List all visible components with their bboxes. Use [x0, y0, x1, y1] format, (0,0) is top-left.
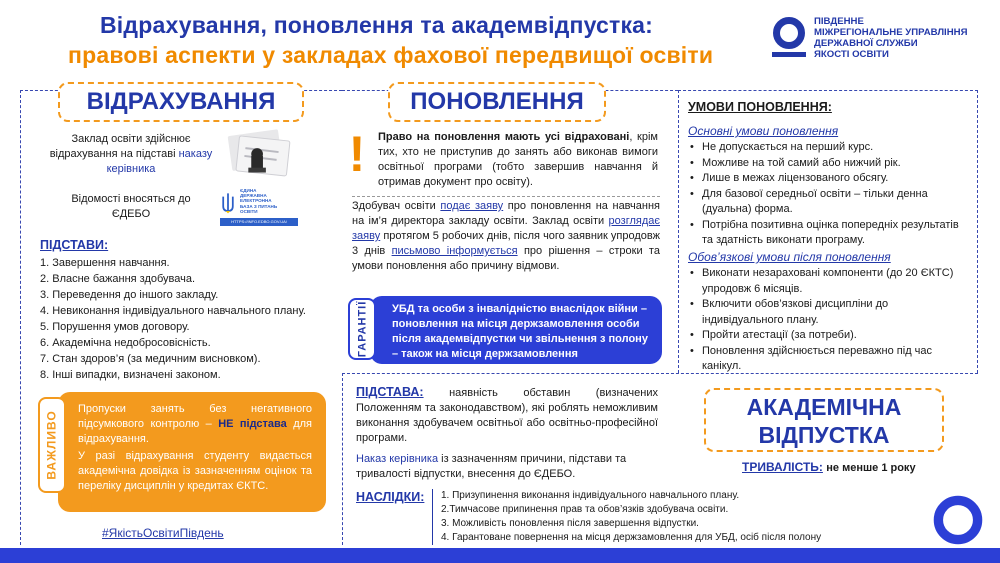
renewal-procedure: Здобувач освіти подає заяву про поновлення на навчання на ім’я директора закладу освіти. Заклад освіти розглядає заяву протягом 5 робочих днів, після чого заявник упродовж 3 днів письмово інформується про рішення – строки та умови поновлення або причину відмови.	[352, 196, 660, 274]
list-item: 5. Порушення умов договору.	[40, 321, 190, 333]
trident-icon	[220, 190, 236, 216]
header	[0, 0, 1000, 80]
list-item: 1. Призупинення виконання індивідуального навчального плану.	[441, 490, 740, 501]
list-item: • Для базової середньої освіти – тільки денна (дуальна) форма.	[690, 187, 972, 218]
consequences-label: НАСЛІДКИ:	[356, 490, 425, 504]
important-box	[58, 392, 326, 512]
list-item: • Включити обов’язкові дисципліни до індивідуального плану.	[690, 297, 972, 328]
list-item: • Лише в межах ліцензованого обсягу.	[690, 171, 972, 187]
edebo-url[interactable]: HTTPS://INFO.EDBO.GOV.UA/	[220, 218, 298, 226]
expulsion-title: ВІДРАХУВАННЯ	[58, 82, 304, 122]
list-item: 4. Гарантоване повернення на місця держзамовлення для УБД, осіб після полону	[441, 532, 822, 543]
expulsion-intro: Заклад освіти здійснює відрахування на підставі наказу керівника	[49, 133, 213, 175]
leave-basis: ПІДСТАВА: наявність обставин (визначених Положенням та законодавством), які роблять неможливим виконання здобувачем освітньої або освітньо-професійної програми.	[356, 385, 658, 444]
list-item: 7. Стан здоров’я (за медичним висновком).	[40, 353, 261, 365]
org-logo-bar	[772, 52, 806, 57]
list-item: 1. Завершення навчання.	[40, 257, 170, 269]
list-item: 3. Можливість поновлення після завершення відпустки.	[441, 518, 699, 529]
grounds-title: ПІДСТАВИ:	[40, 238, 109, 252]
main-conditions-title: Основні умови поновлення	[688, 124, 839, 138]
after-conditions-title: Обов’язкові умови після поновлення	[688, 250, 891, 264]
list-item: 8. Інші випадки, визначені законом.	[40, 369, 221, 381]
page-title: Відрахування, поновлення та академвідпустка:	[100, 12, 654, 38]
grounds-list	[40, 255, 306, 383]
guarantees-tab: ГАРАНТІЇ	[348, 298, 376, 360]
list-item: 4. Невиконання індивідуального навчального плану.	[40, 305, 306, 317]
list-item: 2.Тимчасове припинення прав та обов’язків здобувача освіти.	[441, 504, 729, 515]
exclamation-icon: !	[348, 126, 366, 182]
list-item: 2. Власне бажання здобувача.	[40, 273, 196, 285]
hashtag[interactable]: #ЯкістьОсвітиПівдень	[102, 526, 224, 540]
list-item: • Не допускається на перший курс.	[690, 140, 972, 156]
decorative-ring-icon	[930, 492, 986, 548]
guarantees-box: УБД та особи з інвалідністю внаслідок війни – поновлення на місця держзамовлення особи після академвідпустки чи звільнення з полону – також на місця держзамовлення	[370, 296, 662, 364]
order-link[interactable]: наказу керівника	[106, 148, 213, 175]
edebo-note: Відомості вносяться до ЄДЕБО	[71, 193, 191, 220]
renewal-right: Право на поновлення мають усі відраховані, крім тих, хто не приступив до занять або виконав вимоги освітньої програми (тобто завершив навчання й отримав документ про освіту).	[378, 131, 658, 188]
list-item: • Виконати незараховані компоненти (до 20 ЄКТС) упродовж 6 місяців.	[690, 266, 972, 297]
org-name: ПІВДЕННЕ МІЖРЕГІОНАЛЬНЕ УПРАВЛІННЯ ДЕРЖАВНОЇ СЛУЖБИ ЯКОСТІ ОСВІТИ	[814, 16, 968, 60]
important-tab: ВАЖЛИВО	[38, 397, 66, 493]
important-p1: Пропуски занять без негативного підсумкового контролю – НЕ підстава для відрахування.	[78, 403, 312, 445]
edebo-logo-text: ЄДИНА ДЕРЖАВНА ЕЛЕКТРОННА БАЗА З ПИТАНЬ ОСВІТИ	[240, 188, 278, 214]
leave-order: Наказ керівника із зазначенням причини, підстави та тривалості відпустки, внесення до ЄДЕБО.	[356, 453, 627, 480]
org-ring-logo-icon	[772, 16, 806, 50]
leave-title: АКАДЕМІЧНА ВІДПУСТКА	[704, 388, 944, 452]
important-p2: У разі відрахування студенту видається академічна довідка із зазначенням оцінок та переліку дисциплін у кредитах ЄКТС.	[78, 450, 312, 492]
conditions-title: УМОВИ ПОНОВЛЕННЯ:	[688, 100, 832, 114]
after-conditions-list	[690, 266, 972, 375]
edebo-logo	[220, 188, 298, 228]
footer-bar	[0, 548, 1000, 563]
documents-stamp-icon	[222, 126, 300, 182]
list-item: • Поновлення здійснюється переважно під час канікул.	[690, 344, 972, 375]
list-item: • Пройти атестації (за потреби).	[690, 328, 972, 344]
renewal-title: ПОНОВЛЕННЯ	[388, 82, 606, 122]
list-item: • Потрібна позитивна оцінка попередніх результатів та здатність виконати програму.	[690, 218, 972, 249]
leave-duration: ТРИВАЛІСТЬ: не менше 1 року	[742, 460, 916, 474]
main-conditions-list	[690, 140, 972, 249]
list-item: • Можливе на той самий або нижчий рік.	[690, 156, 972, 172]
list-item: 3. Переведення до іншого закладу.	[40, 289, 219, 301]
page-subtitle: правові аспекти у закладах фахової передвищої освіти	[68, 42, 714, 68]
consequences-list	[432, 489, 882, 545]
list-item: 6. Академічна недобросовісність.	[40, 337, 211, 349]
